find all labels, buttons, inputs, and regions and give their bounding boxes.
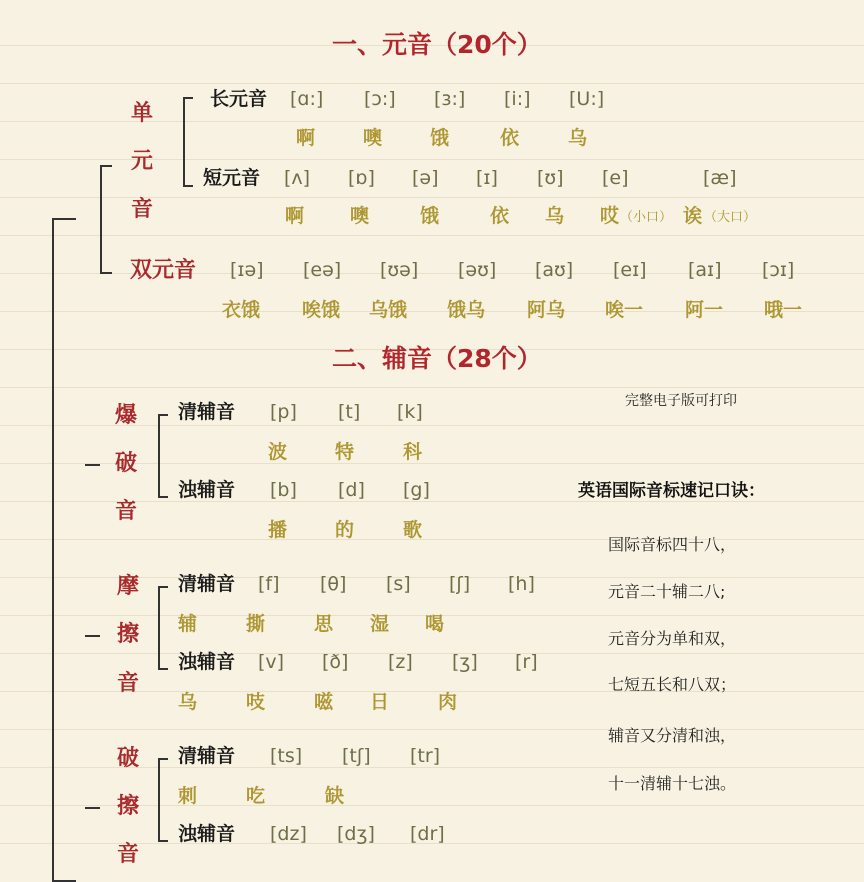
pronunciation-hint: 吱: [246, 691, 266, 713]
pronunciation-hint: 衣饿: [222, 299, 261, 321]
pronunciation-hint: 啊: [296, 127, 316, 149]
voiced-label: 浊辅音: [178, 479, 236, 501]
ipa-symbol: [ts]: [270, 745, 303, 767]
pronunciation-hint: 喝: [425, 613, 445, 635]
ipa-symbol: [t]: [338, 401, 361, 423]
ipa-symbol: [əʊ]: [458, 259, 497, 281]
ipa-symbol: [e]: [602, 167, 629, 189]
ipa-symbol: [dz]: [270, 823, 307, 845]
ipa-symbol: [æ]: [703, 167, 737, 189]
ipa-symbol: [ʊ]: [537, 167, 564, 189]
connector-affricate: [85, 807, 100, 809]
pronunciation-hint: 湿: [370, 613, 390, 635]
ipa-symbol: [r]: [515, 651, 538, 673]
section-title-consonants: 二、辅音（28个）: [332, 344, 542, 373]
ipa-symbol: [dʒ]: [337, 823, 375, 845]
ipa-symbol: [g]: [403, 479, 430, 501]
ipa-symbol: [ʌ]: [284, 167, 311, 189]
pronunciation-hint: 饿: [430, 127, 450, 149]
mnemonic-line: 国际音标四十八，: [608, 535, 737, 554]
affricate-label: 破: [117, 746, 140, 771]
pronunciation-hint: 唉一: [605, 299, 644, 321]
pronunciation-hint: 啊: [285, 205, 305, 227]
pronunciation-hint: 饿乌: [447, 299, 486, 321]
pronunciation-hint: 嗞: [314, 691, 334, 713]
bracket-fricative: [158, 586, 168, 670]
ipa-symbol: [U:]: [569, 88, 605, 110]
pronunciation-hint: 阿一: [685, 299, 724, 321]
pronunciation-hint: 依: [500, 127, 520, 149]
connector-plosive: [85, 464, 100, 466]
pronunciation-hint: 哦一: [764, 299, 803, 321]
mnemonic-line: 十一清辅十七浊。: [608, 774, 737, 793]
ipa-symbol: [b]: [270, 479, 297, 501]
pronunciation-hint: 播: [268, 519, 288, 541]
printable-note: 完整电子版可打印: [625, 393, 737, 409]
pronunciation-hint: 乌: [178, 691, 198, 713]
ipa-symbol: [dr]: [410, 823, 445, 845]
long-vowel-label: 长元音: [210, 88, 268, 110]
plosive-label: 音: [115, 499, 138, 524]
fricative-label: 擦: [117, 622, 140, 647]
pronunciation-hint: 依: [490, 205, 510, 227]
ipa-symbol: [ʃ]: [449, 573, 471, 595]
ipa-symbol: [s]: [386, 573, 411, 595]
mnemonic-line: 辅音又分清和浊，: [608, 726, 737, 745]
ipa-symbol: [ɪ]: [476, 167, 498, 189]
voiced-label: 浊辅音: [178, 823, 236, 845]
ipa-symbol: [eɪ]: [613, 259, 647, 281]
pronunciation-hint: 思: [314, 613, 334, 635]
bracket-vowels: [100, 165, 112, 274]
pronunciation-hint: 乌饿: [369, 299, 408, 321]
ipa-symbol: [ɑ:]: [290, 88, 324, 110]
ipa-symbol: [eə]: [303, 259, 342, 281]
ipa-symbol: [θ]: [320, 573, 347, 595]
ipa-symbol: [tr]: [410, 745, 441, 767]
pronunciation-hint: 哎: [600, 205, 620, 227]
ipa-symbol: [f]: [258, 573, 280, 595]
ipa-symbol: [z]: [388, 651, 413, 673]
connector-fricative: [85, 635, 100, 637]
ipa-symbol: [ɜ:]: [434, 88, 466, 110]
ipa-symbol: [p]: [270, 401, 297, 423]
fricative-label: 音: [117, 671, 140, 696]
pronunciation-hint: 肉: [438, 691, 458, 713]
plosive-label: 破: [115, 451, 138, 476]
bracket-main: [52, 218, 76, 882]
ipa-symbol: [ʊə]: [380, 259, 419, 281]
voiced-label: 浊辅音: [178, 651, 236, 673]
bracket-plosive: [158, 414, 168, 498]
pronunciation-hint: 日: [370, 691, 390, 713]
plosive-label: 爆: [115, 403, 138, 428]
mnemonic-title: 英语国际音标速记口诀：: [578, 481, 765, 501]
pronunciation-hint: 缺: [325, 785, 345, 807]
pronunciation-hint: 歌: [403, 519, 423, 541]
monophthong-label: 元: [131, 149, 154, 174]
voiceless-label: 清辅音: [178, 745, 236, 767]
ipa-symbol: [ʒ]: [452, 651, 478, 673]
ipa-symbol: [ə]: [412, 167, 439, 189]
pronunciation-hint: 科: [403, 441, 423, 463]
pronunciation-hint: 唉饿: [302, 299, 341, 321]
ipa-symbol: [v]: [258, 651, 285, 673]
monophthong-label: 单: [131, 101, 154, 126]
pronunciation-hint: 撕: [246, 613, 266, 635]
ipa-symbol: [aɪ]: [688, 259, 722, 281]
pronunciation-hint: 波: [268, 441, 288, 463]
voiceless-label: 清辅音: [178, 401, 236, 423]
ipa-symbol: [ɪə]: [230, 259, 264, 281]
pronunciation-hint: 乌: [568, 127, 588, 149]
pronunciation-hint: 吃: [246, 785, 266, 807]
pronunciation-hint: 的: [335, 519, 355, 541]
mnemonic-line: 七短五长和八双；: [608, 675, 737, 694]
voiceless-label: 清辅音: [178, 573, 236, 595]
mnemonic-line: 元音二十辅二八;: [608, 582, 726, 601]
short-vowel-label: 短元音: [203, 167, 261, 189]
monophthong-label: 音: [131, 197, 154, 222]
pronunciation-hint: 噢: [363, 127, 383, 149]
diphthong-label: 双元音: [130, 258, 197, 283]
ipa-symbol: [ɔɪ]: [762, 259, 795, 281]
ipa-symbol: [h]: [508, 573, 535, 595]
ipa-symbol: [aʊ]: [535, 259, 574, 281]
ipa-symbol: [ð]: [322, 651, 349, 673]
affricate-label: 音: [117, 842, 140, 867]
pronunciation-hint: 阿乌: [527, 299, 566, 321]
pronunciation-hint: 辅: [178, 613, 198, 635]
pronunciation-hint: 特: [335, 441, 355, 463]
fricative-label: 摩: [117, 574, 140, 599]
ipa-symbol: [tʃ]: [342, 745, 371, 767]
pronunciation-hint: 饿: [420, 205, 440, 227]
ipa-symbol: [i:]: [504, 88, 531, 110]
ipa-symbol: [d]: [338, 479, 365, 501]
ipa-symbol: [k]: [397, 401, 423, 423]
ipa-symbol: [ɔ:]: [364, 88, 396, 110]
mnemonic-line: 元音分为单和双，: [608, 629, 737, 648]
pronunciation-hint: 噢: [350, 205, 370, 227]
bracket-monophthong: [183, 97, 193, 187]
bracket-affricate: [158, 758, 168, 842]
mouth-note: （大口）: [704, 210, 757, 225]
ipa-symbol: [ɒ]: [348, 167, 375, 189]
affricate-label: 擦: [117, 794, 140, 819]
section-title-vowels: 一、元音（20个）: [332, 30, 542, 59]
pronunciation-hint: 乌: [545, 205, 565, 227]
pronunciation-hint: 刺: [178, 785, 198, 807]
pronunciation-hint: 诶: [683, 205, 703, 227]
mouth-note: （小口）: [620, 210, 673, 225]
